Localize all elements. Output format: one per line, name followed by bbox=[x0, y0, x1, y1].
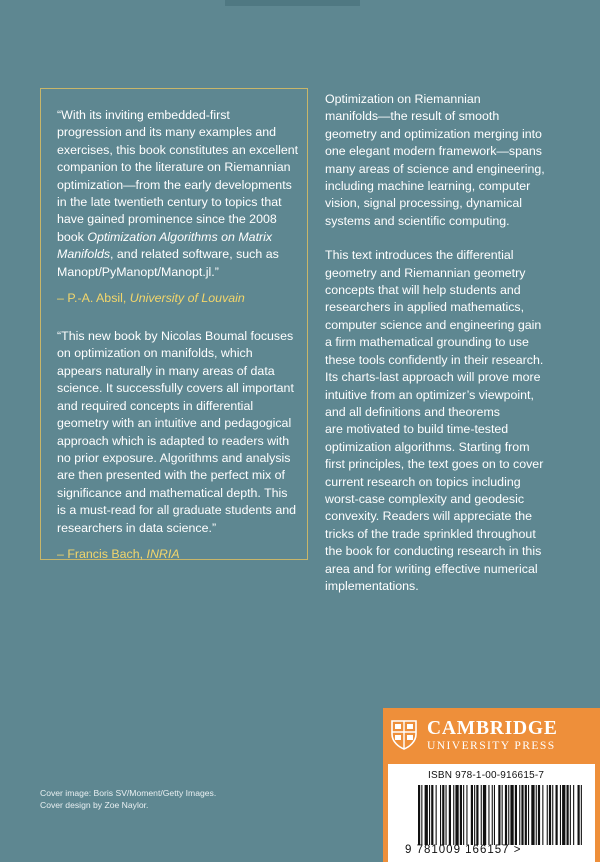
barcode-bar bbox=[538, 785, 540, 845]
barcode-bar bbox=[525, 785, 527, 845]
barcode-bar bbox=[578, 785, 580, 845]
barcode-bar bbox=[449, 785, 451, 845]
attribution-absil bbox=[57, 290, 307, 307]
attribution-absil-name: – P.-A. Absil, bbox=[57, 291, 130, 306]
barcode-digits: 9 781009 166157 > bbox=[405, 844, 522, 856]
publisher-name bbox=[427, 718, 558, 753]
barcode-bar bbox=[463, 785, 464, 845]
barcode-bar bbox=[508, 785, 509, 845]
barcode-bar bbox=[519, 785, 520, 845]
quote-absil-tail: , and related software, such as Manopt/PyManopt/Manopt.jl.” bbox=[57, 247, 279, 279]
barcode-bar bbox=[421, 785, 422, 845]
quote-bach: “This new book by Nicolas Boumal focuses on optimization on manifolds, which appears naturally in many areas of data science. It successfully covers all important and required concepts in differential geometry with an intuitive and pedagogical approach which is adapted to readers with no prior exposure. Algorithms and analysis are then presented with the perfect mix of significance and mathematical depth. This is a must-read for all graduate students and researchers in data science.” bbox=[57, 329, 296, 535]
publisher-name-line1: CAMBRIDGE bbox=[427, 718, 558, 739]
description-paragraph-2: This text introduces the differential geometry and Riemannian geometry concepts that will help students and researchers in applied mathematics, computer science and engineering gain a firm mathematical grounding to use these tools confidently in their research. Its charts-last approach will prove more intuitive from an optimizer’s viewpoint, and all definitions and theorems are motivated to build time-tested optimization algorithms. Starting from first principles, the text goes on to cover current research on topics including worst-case complexity and geodesic convexity. Readers will appreciate the tricks of the trade sprinkled throughout the book for conducting research in this area and for writing effective numerical implementations. bbox=[325, 248, 544, 593]
barcode-bar bbox=[494, 785, 495, 845]
barcode-bar bbox=[429, 785, 430, 845]
barcode-bar bbox=[570, 785, 571, 845]
quote-absil bbox=[57, 107, 307, 281]
cover-image-credit: Cover image: Boris SV/Moment/Getty Images. bbox=[40, 788, 217, 798]
barcode-bar bbox=[567, 785, 569, 845]
barcode-bar bbox=[505, 785, 507, 845]
barcode-bar bbox=[581, 785, 582, 845]
barcode-bar bbox=[515, 785, 517, 845]
barcode-bar bbox=[476, 785, 478, 845]
barcode-bar bbox=[474, 785, 475, 845]
barcode-bar bbox=[466, 785, 467, 845]
barcode-bar bbox=[521, 785, 523, 845]
quote-absil-text: “With its inviting embedded-first progression and its many examples and exercises, this book constitutes an excellent companion to the literature on Riemannian optimization—from the early developments in the late twentieth century to topics that have gained prominence since the 2008 book bbox=[57, 108, 299, 244]
barcode-bar bbox=[488, 785, 489, 845]
barcode-bar bbox=[536, 785, 537, 845]
barcode-bar bbox=[481, 785, 482, 845]
barcode-bar bbox=[425, 785, 428, 845]
barcode-bar bbox=[442, 785, 444, 845]
barcode-bar bbox=[547, 785, 548, 845]
barcode-bar bbox=[431, 785, 433, 845]
attribution-bach-name: – Francis Bach, bbox=[57, 546, 147, 561]
top-edge-strip bbox=[225, 0, 360, 6]
barcode-bar bbox=[560, 785, 561, 845]
quote-absil-book-title: Optimization Algorithms on Matrix Manifolds bbox=[57, 229, 273, 262]
barcode-bar bbox=[483, 785, 486, 845]
barcode-bar bbox=[528, 785, 529, 845]
barcode-bar bbox=[453, 785, 454, 845]
publisher-band bbox=[383, 708, 600, 862]
barcode-bar bbox=[502, 785, 503, 845]
barcode-panel bbox=[388, 764, 595, 862]
barcode-bar bbox=[436, 785, 437, 845]
barcode-bar bbox=[455, 785, 458, 845]
barcode-image bbox=[418, 785, 582, 845]
barcode-bar bbox=[492, 785, 493, 845]
book-description bbox=[325, 91, 595, 595]
barcode-bar bbox=[531, 785, 534, 845]
barcode-bar bbox=[446, 785, 447, 845]
barcode-bar bbox=[562, 785, 565, 845]
barcode-bar bbox=[440, 785, 441, 845]
attribution-absil-affiliation: University of Louvain bbox=[129, 291, 245, 306]
barcode-bar bbox=[471, 785, 473, 845]
cover-credits bbox=[40, 787, 216, 811]
barcode-bar bbox=[556, 785, 558, 845]
publisher-name-line2: UNIVERSITY PRESS bbox=[427, 739, 556, 752]
cover-design-credit: Cover design by Zoe Naylor. bbox=[40, 800, 149, 810]
endorsement-box bbox=[40, 88, 308, 560]
barcode-bar bbox=[573, 785, 574, 845]
barcode-bar bbox=[552, 785, 553, 845]
cambridge-shield-icon bbox=[391, 720, 417, 750]
barcode-bar bbox=[460, 785, 462, 845]
attribution-bach-affiliation: INRIA bbox=[146, 546, 180, 561]
barcode-bar bbox=[549, 785, 551, 845]
attribution-bach bbox=[57, 546, 307, 563]
description-paragraph-1: Optimization on Riemannian manifolds—the result of smooth geometry and optimization merging into one elegant modern framework—spans many areas of science and engineering, including machine learning, computer vision, signal processing, dynamical systems and scientific computing. bbox=[325, 92, 545, 228]
isbn-label: ISBN 978-1-00-916615-7 bbox=[428, 770, 545, 781]
barcode-bar bbox=[418, 785, 420, 845]
barcode-bar bbox=[542, 785, 543, 845]
barcode-bar bbox=[498, 785, 500, 845]
barcode-bar bbox=[510, 785, 513, 845]
